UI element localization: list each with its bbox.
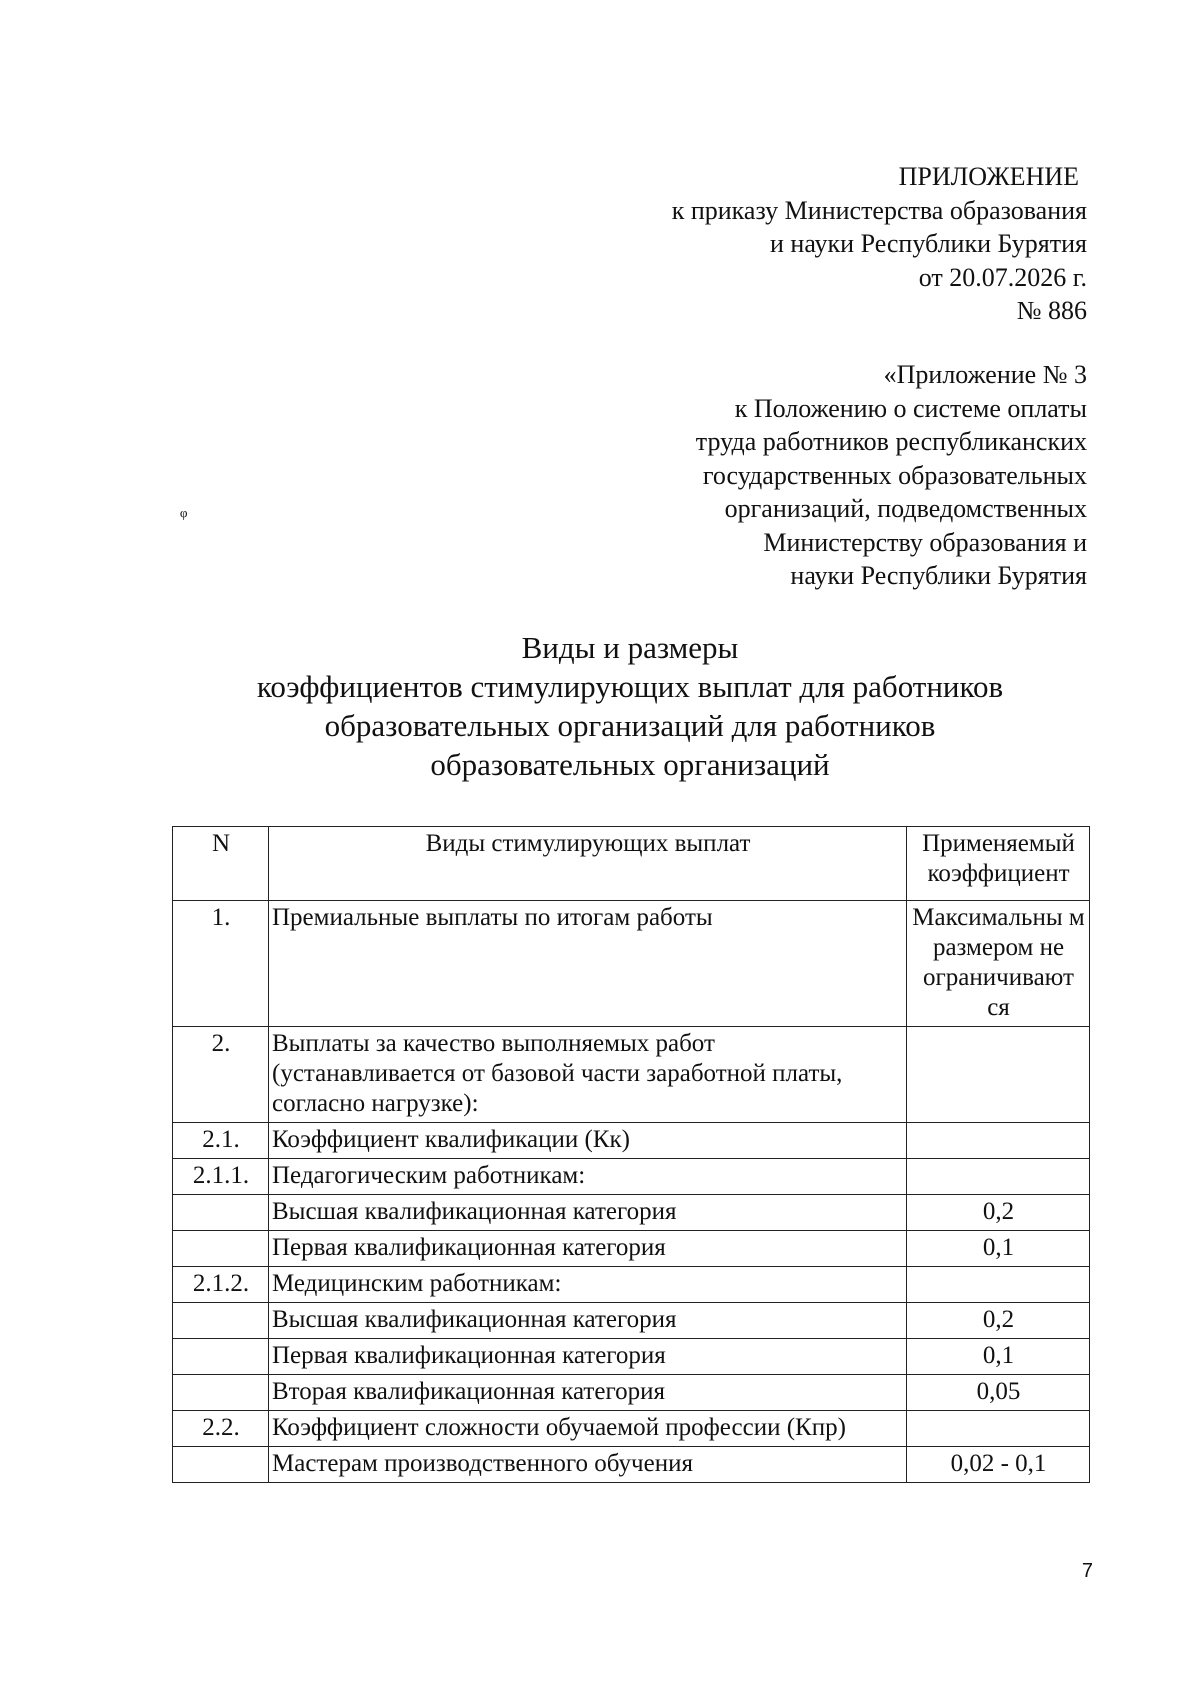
nested-line: к Положению о системе оплаты bbox=[734, 393, 1087, 423]
row-coefficient bbox=[907, 1027, 1090, 1123]
row-payment-type: Медицинским работникам: bbox=[269, 1267, 907, 1303]
row-coefficient: 0,1 bbox=[907, 1339, 1090, 1375]
row-payment-type: Высшая квалификационная категория bbox=[269, 1303, 907, 1339]
table-header-row bbox=[173, 827, 1090, 901]
row-number: 2.1. bbox=[173, 1123, 269, 1159]
table-row bbox=[173, 1375, 1090, 1411]
appendix-line: и науки Республики Бурятия bbox=[769, 229, 1087, 258]
row-payment-type: Первая квалификационная категория bbox=[269, 1339, 907, 1375]
row-payment-type: Высшая квалификационная категория bbox=[269, 1195, 907, 1231]
row-payment-type: Выплаты за качество выполняемых работ (устанавливается от базовой части заработной платы, согласно нагрузке): bbox=[269, 1027, 907, 1123]
table-row bbox=[173, 901, 1090, 1027]
row-number: 2.1.2. bbox=[173, 1267, 269, 1303]
appendix-line: к приказу Министерства образования bbox=[671, 195, 1087, 225]
appendix-header bbox=[672, 160, 1087, 328]
scan-speck: ᵩ bbox=[180, 495, 188, 520]
header-payment-type: Виды стимулирующих выплат bbox=[269, 827, 907, 901]
nested-line: труда работников республиканских bbox=[695, 427, 1087, 456]
table-row bbox=[173, 1411, 1090, 1447]
row-coefficient: 0,2 bbox=[907, 1195, 1090, 1231]
row-coefficient: Максимальны м размером не ограничивают ся bbox=[907, 901, 1090, 1027]
header-coefficient: Применяемый коэффициент bbox=[907, 827, 1090, 901]
payments-table bbox=[172, 826, 1090, 1483]
document-title bbox=[170, 628, 1090, 784]
row-coefficient: 0,05 bbox=[907, 1375, 1090, 1411]
row-number bbox=[173, 1231, 269, 1267]
nested-appendix-header bbox=[696, 358, 1087, 593]
page-number: 7 bbox=[1081, 1560, 1093, 1582]
nested-line: «Приложение № 3 bbox=[883, 360, 1087, 389]
table-row bbox=[173, 1159, 1090, 1195]
table-row bbox=[173, 1303, 1090, 1339]
table-row bbox=[173, 1027, 1090, 1123]
table-row bbox=[173, 1339, 1090, 1375]
row-payment-type: Коэффициент квалификации (Кк) bbox=[269, 1123, 907, 1159]
appendix-line: ПРИЛОЖЕНИЕ bbox=[898, 162, 1079, 191]
table-row bbox=[173, 1195, 1090, 1231]
table-row bbox=[173, 1267, 1090, 1303]
row-number bbox=[173, 1375, 269, 1411]
row-number bbox=[173, 1447, 269, 1483]
row-coefficient bbox=[907, 1159, 1090, 1195]
row-coefficient: 0,02 - 0,1 bbox=[907, 1447, 1090, 1483]
row-number: 2.2. bbox=[173, 1411, 269, 1447]
row-coefficient: 0,2 bbox=[907, 1303, 1090, 1339]
nested-line: государственных образовательных bbox=[702, 460, 1087, 490]
nested-line: Министерству образования и bbox=[763, 527, 1087, 557]
appendix-line: № 886 bbox=[1016, 296, 1087, 325]
table-row bbox=[173, 1123, 1090, 1159]
row-number bbox=[173, 1339, 269, 1375]
row-payment-type: Вторая квалификационная категория bbox=[269, 1375, 907, 1411]
row-payment-type: Первая квалификационная категория bbox=[269, 1231, 907, 1267]
nested-line: науки Республики Бурятия bbox=[790, 561, 1087, 590]
row-coefficient bbox=[907, 1411, 1090, 1447]
row-number bbox=[173, 1195, 269, 1231]
table-row bbox=[173, 1231, 1090, 1267]
appendix-line: от 20.07.2026 г. bbox=[918, 262, 1087, 292]
row-payment-type: Мастерам производственного обучения bbox=[269, 1447, 907, 1483]
nested-line: организаций, подведомственных bbox=[724, 494, 1087, 523]
row-payment-type: Премиальные выплаты по итогам работы bbox=[269, 901, 907, 1027]
title-line: образовательных организаций bbox=[430, 747, 830, 782]
row-number: 2.1.1. bbox=[173, 1159, 269, 1195]
header-number: N bbox=[173, 827, 269, 901]
row-payment-type: Коэффициент сложности обучаемой профессии (Кпр) bbox=[269, 1411, 907, 1447]
title-line: образовательных организаций для работников bbox=[324, 708, 936, 743]
row-payment-type: Педагогическим работникам: bbox=[269, 1159, 907, 1195]
row-number bbox=[173, 1303, 269, 1339]
row-coefficient bbox=[907, 1123, 1090, 1159]
table-row bbox=[173, 1447, 1090, 1483]
title-line: коэффициентов стимулирующих выплат для работников bbox=[256, 669, 1004, 704]
row-number: 2. bbox=[173, 1027, 269, 1123]
row-number: 1. bbox=[173, 901, 269, 1027]
title-line: Виды и размеры bbox=[521, 630, 739, 665]
row-coefficient bbox=[907, 1267, 1090, 1303]
row-coefficient: 0,1 bbox=[907, 1231, 1090, 1267]
